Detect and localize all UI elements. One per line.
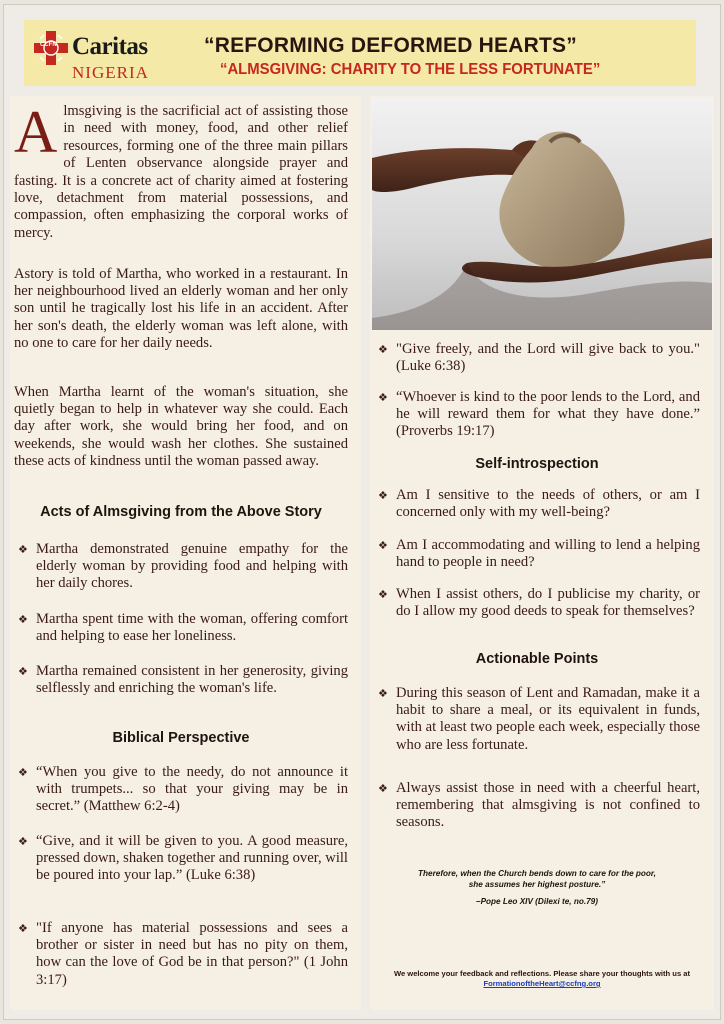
biblical-item-text: "If anyone has material possessions and sees a brother or sister in need but has no pity on them, how can the love of God be in that person?" (1 John 3:17) (36, 920, 348, 988)
actionable-item-1 (374, 685, 700, 754)
acts-item-text: Martha remained consistent in her generosity, giving selflessly and enriching the woman's life. (36, 663, 348, 697)
acts-item-text: Martha spent time with the woman, offering comfort and helping to ease her loneliness. (36, 611, 348, 645)
quote-line-2: she assumes her highest posture.” (468, 880, 606, 889)
intro-paragraph (14, 99, 348, 242)
drop-cap: A (14, 99, 58, 165)
bullet-diamond-icon: ❖ (378, 540, 388, 552)
biblical-item-1 (14, 764, 348, 816)
bullet-diamond-icon: ❖ (378, 392, 388, 404)
header-banner (24, 20, 696, 86)
bullet-diamond-icon: ❖ (18, 836, 28, 848)
biblical-item-text: “Whoever is kind to the poor lends to the Lord, and he will reward them for what they have done.” (Proverbs 19:17) (396, 389, 700, 440)
introspection-item-2 (374, 537, 700, 571)
story-text-1: Astory is told of Martha, who worked in a restaurant. In her neighbourhood lived an elderly woman and her only son until he tragically lost his life in an accident. After her son's death, the elderly woman was left alone, with no one to care for her daily needs. (14, 266, 348, 351)
biblical-heading-wrap (14, 730, 348, 746)
acts-item-2 (14, 611, 348, 645)
biblical-item-4 (374, 341, 700, 375)
bullet-diamond-icon: ❖ (18, 666, 28, 678)
acts-item-text: Martha demonstrated genuine empathy for the elderly woman by providing food and helping with her daily chores. (36, 541, 348, 592)
biblical-item-text: “When you give to the needy, do not announce it with trumpets... so that your giving may be in secret.” (Matthew 6:2-4) (36, 764, 348, 815)
introspection-item-text: Am I sensitive to the needs of others, or am I concerned only with my well-being? (396, 487, 700, 521)
biblical-item-text: “Give, and it will be given to you. A good measure, pressed down, shaken together and running over, will be poured into your lap.” (Luke 6:38) (36, 833, 348, 884)
bullet-diamond-icon: ❖ (378, 688, 388, 700)
bullet-diamond-icon: ❖ (18, 614, 28, 626)
story-text-2: When Martha learnt of the woman's situation, she quietly began to help in whatever way she could. Each day after work, she would bring her food, and on weekends, she would wash her clothes. She sustained these acts of kindness until the woman passed away. (14, 384, 348, 469)
logo-name: Caritas (72, 33, 148, 60)
logo-country: NIGERIA (72, 63, 149, 82)
introspection-item-text: Am I accommodating and willing to lend a helping hand to people in need? (396, 537, 700, 571)
page-title: “REFORMING DEFORMED HEARTS” (204, 34, 577, 57)
biblical-item-3 (14, 920, 348, 989)
footer-text: We welcome your feedback and reflections. Please share your thoughts with us at (393, 969, 691, 978)
quote-line-1: Therefore, when the Church bends down to care for the poor, (418, 869, 656, 878)
story-paragraph-2 (14, 384, 348, 470)
actionable-heading-wrap (374, 651, 700, 667)
biblical-item-2 (14, 833, 348, 885)
acts-item-3 (14, 663, 348, 697)
introspection-item-3 (374, 586, 700, 620)
bullet-diamond-icon: ❖ (378, 490, 388, 502)
caritas-logo (32, 27, 182, 83)
introspection-heading-wrap (374, 456, 700, 472)
actionable-heading: Actionable Points (475, 651, 599, 667)
page-subtitle: “ALMSGIVING: CHARITY TO THE LESS FORTUNATE” (220, 61, 601, 78)
acts-item-1 (14, 541, 348, 593)
intro-text: lmsgiving is the sacrificial act of assisting those in need with money, food, and other relief resources, forming one of the three main pillars of Lenten observance alongside prayer and fasting. It is a concrete act of charity aimed at fostering love, detachment from material possessions, and compassion, often emphasizing the corporal works of mercy. (14, 103, 348, 241)
biblical-item-5 (374, 389, 700, 441)
acts-heading: Acts of Almsgiving from the Above Story (40, 504, 322, 520)
bullet-diamond-icon: ❖ (18, 544, 28, 556)
introspection-item-text: When I assist others, do I publicise my charity, or do I allow my good deeds to speak for themselves? (396, 586, 700, 620)
bullet-diamond-icon: ❖ (378, 344, 388, 356)
bullet-diamond-icon: ❖ (378, 783, 388, 795)
hands-illustration-icon (372, 98, 712, 330)
footer (372, 969, 712, 989)
giving-hands-photo (372, 98, 712, 330)
caritas-cross-icon (34, 31, 68, 65)
bullet-diamond-icon: ❖ (18, 767, 28, 779)
closing-quote (376, 868, 698, 907)
story-paragraph-1 (14, 266, 348, 352)
introspection-item-1 (374, 487, 700, 521)
logo-badge-text: CCFN (40, 42, 57, 48)
actionable-item-text: Always assist those in need with a cheerful heart, remembering that almsgiving is not confined to seasons. (396, 780, 700, 831)
actionable-item-text: During this season of Lent and Ramadan, make it a habit to share a meal, or its equivalent in funds, with at least two people each week, especially those who are less fortunate. (396, 685, 700, 753)
feedback-email-link[interactable]: FormationoftheHeart@ccfng.org (483, 979, 601, 988)
biblical-item-text: "Give freely, and the Lord will give back to you." (Luke 6:38) (396, 341, 700, 375)
introspection-heading: Self-introspection (475, 456, 599, 472)
acts-heading-wrap (14, 504, 348, 520)
bullet-diamond-icon: ❖ (378, 589, 388, 601)
bullet-diamond-icon: ❖ (18, 923, 28, 935)
actionable-item-2 (374, 780, 700, 832)
quote-attribution: –Pope Leo XIV (Dilexi te, no.79) (476, 897, 598, 906)
biblical-heading: Biblical Perspective (112, 730, 250, 746)
